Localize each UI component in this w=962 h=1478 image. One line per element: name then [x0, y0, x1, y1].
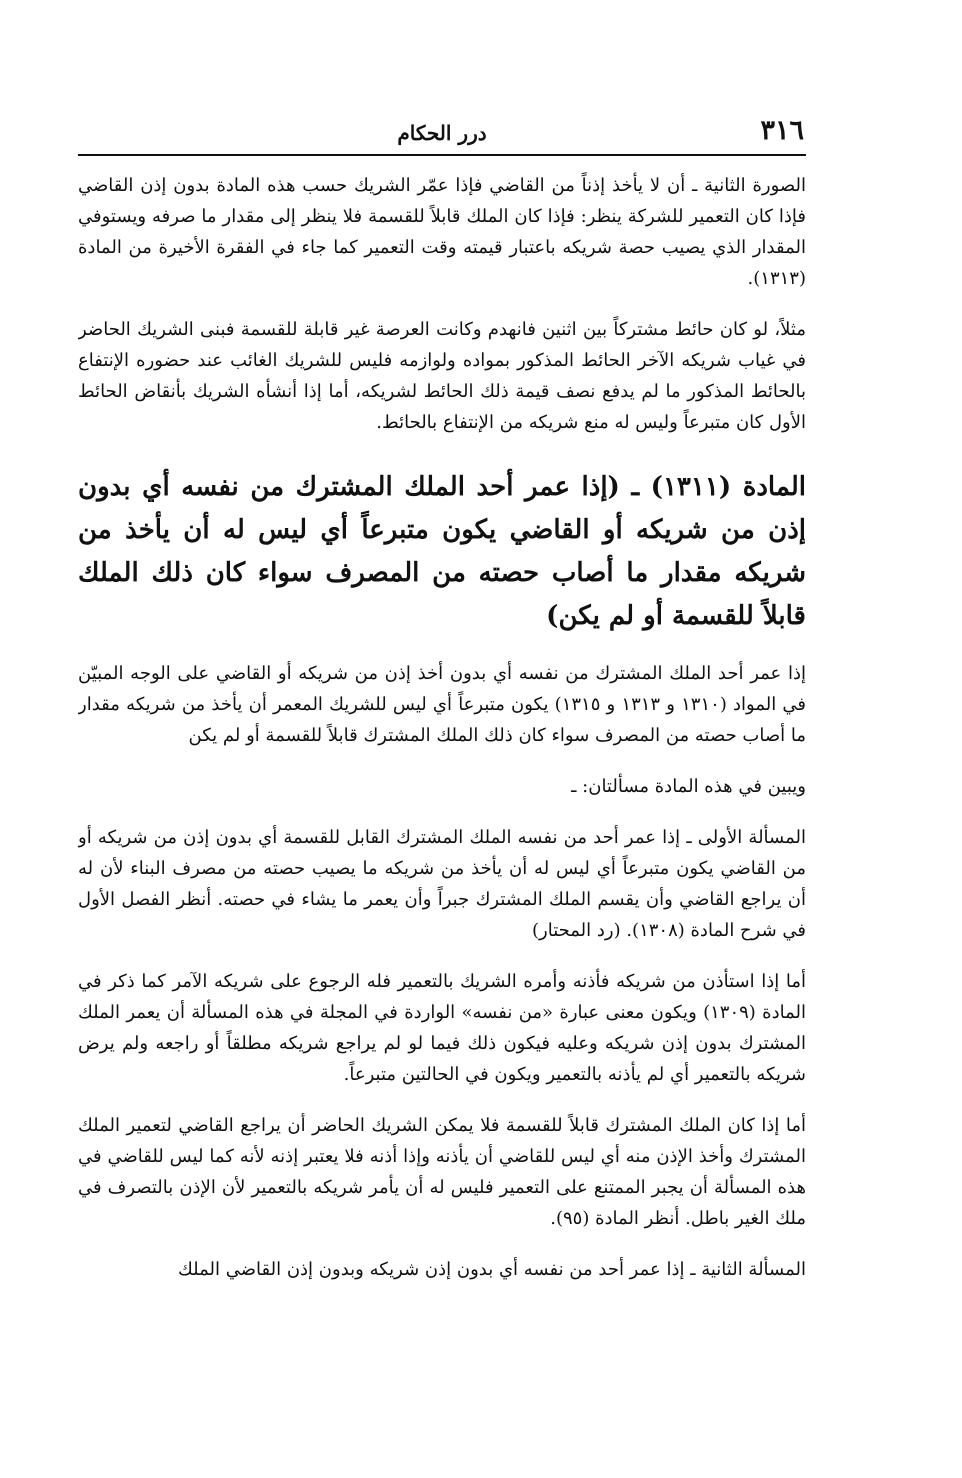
- paragraph-2: مثلاً، لو كان حائط مشتركاً بين اثنين فانهدم وكانت العرصة غير قابلة للقسمة فبنى الشريك الحاضر في غياب شريكه الآخر الحائط المذكور بمواده ولوازمه فليس للشريك الغائب عند حضوره الإنتفاع بالحائط المذكور ما لم يدفع نصف قيمة ذلك الحائط لشريكه، أما إذا أنشأه الشريك بأنقاض الحائط الأول كان متبرعاً وليس له منع شريكه من الإنتفاع بالحائط.: [78, 319, 806, 433]
- paragraph-7: أما إذا كان الملك المشترك قابلاً للقسمة فلا يمكن الشريك الحاضر أن يراجع القاضي لتعمير الملك المشترك وأخذ الإذن منه أي ليس للقاضي أن يأذنه وإذا أذنه فلا يعتبر إذنه لأنه كما ليس للقاضي في هذه المسألة أن يجبر الممتنع على التعمير فليس له أن يأمر شريكه بالتعمير لأن الإذن بالتصرف في ملك الغير باطل. أنظر المادة (٩٥).: [78, 1115, 806, 1229]
- running-title: درر الحكام: [397, 121, 487, 145]
- page-number: ٣١٦: [760, 115, 804, 146]
- page-header: [78, 110, 806, 156]
- paragraph-5: المسألة الأولى ـ إذا عمر أحد من نفسه الملك المشترك القابل للقسمة أي بدون إذن من شريكه أو من القاضي يكون متبرعاً أي ليس له أن يأخذ من شريكه ما يصيب حصته من مصرف البناء لأن له أن يراجع القاضي وأن يقسم الملك المشترك جبراً وأن يعمر ما يشاء في حصته. أنظر الفصل الأول في شرح المادة (١٣٠٨). (رد المحتار): [78, 827, 806, 941]
- article-1311-text: المادة (١٣١١) ـ (إذا عمر أحد الملك المشترك من نفسه أي بدون إذن من شريكه أو القاضي يكون متبرعاً أي ليس له أن يأخذ من شريكه مقدار ما أصاب حصته من المصرف سواء كان ذلك الملك قابلاً للقسمة أو لم يكن): [78, 472, 806, 631]
- paragraph-6: أما إذا استأذن من شريكه فأذنه وأمره الشريك بالتعمير فله الرجوع على شريكه الآمر كما ذكر في المادة (١٣٠٩) ويكون معنى عبارة «من نفسه» الواردة في المجلة في هذه المسألة أن يعمر الملك المشترك بدون إذن شريكه وعليه فيكون ذلك فيما لو لم يراجع شريكه مطلقاً أو راجعه ولم يرض شريكه بالتعمير أي لم يأذنه بالتعمير ويكون في الحالتين متبرعاً.: [78, 971, 806, 1085]
- document-page: [78, 110, 806, 1450]
- paragraph-4: ويبين في هذه المادة مسألتان: ـ: [571, 776, 806, 797]
- paragraph-1: الصورة الثانية ـ أن لا يأخذ إذناً من القاضي فإذا عمّر الشريك حسب هذه المادة بدون إذن القاضي فإذا كان التعمير للشركة ينظر: فإذا كان الملك قابلاً للقسمة فلا ينظر إلى مقدار ما صرفه ويستوفي المقدار الذي يصيب حصة شريكه باعتبار قيمته وقت التعمير كما جاء في الفقرة الأخيرة من المادة (١٣١٣).: [78, 175, 806, 289]
- paragraph-8: المسألة الثانية ـ إذا عمر أحد من نفسه أي بدون إذن شريكه وبدون إذن القاضي الملك: [178, 1259, 806, 1280]
- paragraph-3: إذا عمر أحد الملك المشترك من نفسه أي بدون أخذ إذن من شريكه أو القاضي على الوجه المبيّن في المواد (١٣١٠ و ١٣١٣ و ١٣١٥) يكون متبرعاً أي ليس للشريك المعمر أن يأخذ من شريكه مقدار ما أصاب حصته من المصرف سواء كان ذلك الملك المشترك قابلاً للقسمة أو لم يكن: [78, 663, 806, 746]
